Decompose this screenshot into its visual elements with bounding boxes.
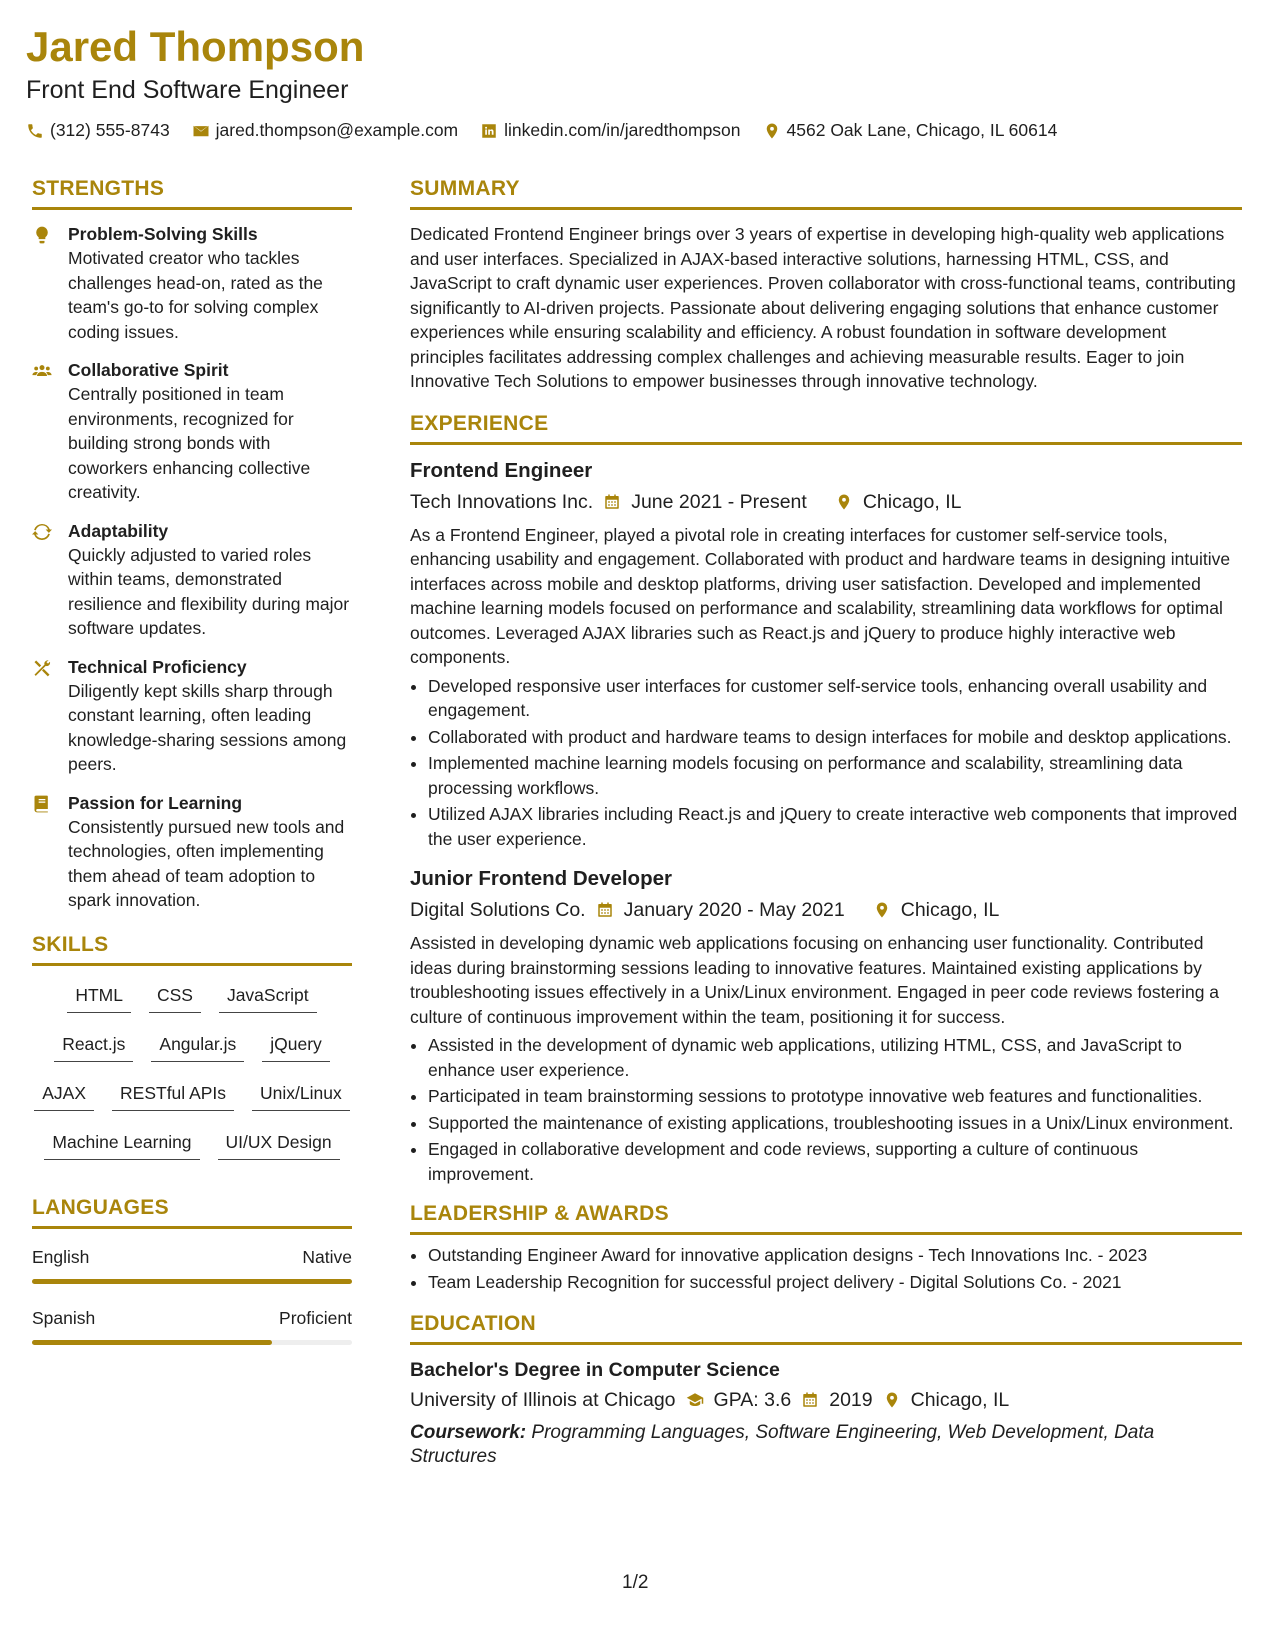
email-link[interactable]: jared.thompson@example.com	[215, 120, 459, 140]
map-pin-icon	[763, 122, 781, 140]
coursework-list: Programming Languages, Software Engineering, Web Development, Data Structures	[410, 1422, 1155, 1467]
strength-title: Adaptability	[68, 520, 169, 541]
leadership-heading: LEADERSHIP & AWARDS	[410, 1200, 1242, 1235]
book-icon	[32, 791, 54, 913]
skill-tag: HTML	[67, 982, 131, 1013]
job-description: As a Frontend Engineer, played a pivotal role in creating interfaces for customer self-service tools, enhancing usability and engagement. Collaborated with product and hardware teams in designing intuitive interfaces across mobile and desktop platforms, driving user satisfaction. Developed and implemented machine learning models focused on performance and scalability, streamlining data workflows for optimal outcomes. Leveraged AJAX libraries such as React.js and jQuery to produce highly interactive web components.	[410, 524, 1231, 667]
job-bullet: • Utilized AJAX libraries including React.js and jQuery to create interactive web components that improved the user experience.	[428, 802, 1242, 851]
job-meta	[410, 487, 1242, 517]
job-bullets	[410, 1033, 1242, 1186]
skill-tag: jQuery	[262, 1031, 330, 1062]
language-bar	[32, 1279, 352, 1284]
leadership-list	[410, 1243, 1242, 1294]
map-pin-icon	[873, 901, 891, 919]
job-dates: January 2020 - May 2021	[623, 899, 845, 921]
phone-text[interactable]: (312) 555-8743	[50, 120, 170, 140]
job-role: Frontend Engineer	[410, 458, 593, 482]
strength-desc: Quickly adjusted to varied roles within teams, demonstrated resilience and flexibility during major software updates.	[68, 544, 350, 638]
language-level: Proficient	[279, 1307, 352, 1328]
school-location: Chicago, IL	[910, 1389, 1010, 1411]
job-bullet: • Collaborated with product and hardware teams to design interfaces for mobile and desktop applications.	[428, 725, 1242, 750]
job-location: Chicago, IL	[900, 899, 1000, 921]
left-column	[32, 175, 352, 1367]
job-bullet: • Participated in team brainstorming sessions to prototype innovative web features and functionalities.	[428, 1084, 1242, 1109]
summary-heading: SUMMARY	[410, 175, 1242, 210]
strength-item	[32, 358, 352, 505]
strength-item	[32, 791, 352, 913]
linkedin-link[interactable]: linkedin.com/in/jaredthompson	[504, 120, 741, 140]
coursework	[410, 1421, 1242, 1469]
job-bullets	[410, 674, 1242, 852]
job-bullet: • Developed responsive user interfaces for customer self-service tools, enhancing overall usability and engagement.	[428, 674, 1242, 723]
calendar-icon	[596, 901, 614, 919]
refresh-icon	[32, 519, 54, 641]
job-meta	[410, 895, 1242, 925]
experience-heading: EXPERIENCE	[410, 410, 1242, 445]
skill-tag: JavaScript	[219, 982, 317, 1013]
right-column	[410, 175, 1242, 1469]
school-name: University of Illinois at Chicago	[410, 1389, 676, 1411]
calendar-icon	[603, 493, 621, 511]
job-bullet: • Supported the maintenance of existing applications, troubleshooting issues in a Unix/Linux environment.	[428, 1111, 1242, 1136]
strength-title: Passion for Learning	[68, 792, 243, 813]
education-meta	[410, 1385, 1242, 1415]
map-pin-icon	[835, 493, 853, 511]
strength-desc: Centrally positioned in team environments, recognized for building strong bonds with coworkers enhancing collective creativity.	[68, 384, 311, 502]
calendar-icon	[801, 1391, 819, 1409]
strength-title: Collaborative Spirit	[68, 360, 229, 380]
linkedin-icon	[480, 122, 498, 140]
skills-heading: SKILLS	[32, 931, 352, 966]
award-item: • Outstanding Engineer Award for innovative application designs - Tech Innovations Inc. - 2023	[428, 1243, 1242, 1268]
job-company: Tech Innovations Inc.	[410, 490, 594, 513]
skill-tag: AJAX	[34, 1080, 94, 1111]
address-text: 4562 Oak Lane, Chicago, IL 60614	[786, 120, 1058, 140]
contact-phone	[26, 120, 170, 141]
envelope-icon	[192, 122, 210, 140]
strength-desc: Consistently pursued new tools and technologies, often implementing them ahead of team adoption to spark innovation.	[68, 816, 345, 910]
map-pin-icon	[883, 1391, 901, 1409]
job-dates: June 2021 - Present	[631, 490, 807, 513]
phone-icon	[26, 122, 44, 140]
job-role: Junior Frontend Developer	[410, 867, 672, 890]
skill-tag: CSS	[149, 982, 201, 1013]
strength-item	[32, 222, 352, 344]
lightbulb-icon	[32, 222, 54, 344]
gpa-text: GPA: 3.6	[713, 1389, 792, 1411]
strength-item	[32, 519, 352, 641]
languages-heading: LANGUAGES	[32, 1194, 352, 1229]
job-entry	[410, 457, 1242, 852]
job-description: Assisted in developing dynamic web applications focusing on enhancing user functionality. Contributed ideas during brainstorming sessions leading to innovative features. Maintained existing applications by troubleshooting issues effectively in a Unix/Linux environment. Engaged in peer code reviews fostering a culture of continuous improvement within the team, positioning it for success.	[410, 933, 1220, 1027]
job-title: Front End Software Engineer	[26, 76, 349, 104]
language-bar-fill	[32, 1340, 272, 1345]
contact-address	[763, 120, 1058, 141]
users-icon	[32, 358, 54, 505]
language-item	[32, 1306, 352, 1345]
language-item	[32, 1245, 352, 1284]
contact-email	[192, 120, 458, 141]
skill-tag: Unix/Linux	[252, 1080, 350, 1111]
page-indicator: 1/2	[622, 1572, 649, 1593]
summary-text: Dedicated Frontend Engineer brings over 3 years of expertise in developing high-quality web applications and user interfaces. Specialized in AJAX-based interactive solutions, harnessing HTML, CSS, and JavaScript to craft dynamic user experiences. Proven collaborator with cross-functional teams, contributing significantly to AI-driven projects. Passionate about delivering engaging solutions that enhance customer experiences while ensuring scalability and efficiency. A robust foundation in software development principles facilitates addressing complex challenges and achieving measurable results. Eager to join Innovative Tech Solutions to empower businesses through innovative technology.	[410, 224, 1236, 391]
skill-tag: Angular.js	[151, 1031, 244, 1062]
job-bullet: • Engaged in collaborative development and code reviews, supporting a culture of continuous improvement.	[428, 1137, 1242, 1186]
job-bullet: • Assisted in the development of dynamic web applications, utilizing HTML, CSS, and JavaScript to enhance user experience.	[428, 1033, 1242, 1082]
job-entry	[410, 865, 1242, 1186]
strength-desc: Motivated creator who tackles challenges head-on, rated as the team's go-to for solving complex coding issues.	[68, 248, 323, 342]
candidate-name: Jared Thompson	[26, 23, 365, 70]
job-company: Digital Solutions Co.	[410, 899, 586, 921]
tools-icon	[32, 655, 54, 777]
strength-title: Problem-Solving Skills	[68, 224, 258, 244]
job-location: Chicago, IL	[862, 490, 962, 513]
education-heading: EDUCATION	[410, 1310, 1242, 1345]
graduation-cap-icon	[686, 1391, 704, 1409]
skills-list	[32, 978, 352, 1160]
education-entry	[410, 1357, 1242, 1469]
skill-tag: Machine Learning	[44, 1129, 199, 1160]
strength-desc: Diligently kept skills sharp through constant learning, often leading knowledge-sharing sessions among peers.	[68, 680, 347, 774]
strength-item	[32, 655, 352, 777]
language-name: Spanish	[32, 1307, 96, 1328]
language-name: English	[32, 1246, 90, 1267]
language-level: Native	[302, 1246, 352, 1267]
contact-bar	[26, 120, 1246, 141]
skill-tag: React.js	[54, 1031, 133, 1062]
language-bar-fill	[32, 1279, 352, 1284]
strengths-heading: STRENGTHS	[32, 175, 352, 210]
skill-tag: UI/UX Design	[218, 1129, 340, 1160]
degree-title: Bachelor's Degree in Computer Science	[410, 1359, 780, 1381]
contact-linkedin	[480, 120, 740, 141]
graduation-year: 2019	[829, 1389, 873, 1411]
language-bar	[32, 1340, 352, 1345]
award-item: • Team Leadership Recognition for successful project delivery - Digital Solutions Co. - 2021	[428, 1270, 1242, 1295]
job-bullet: • Implemented machine learning models focusing on performance and scalability, streamlining data processing workflows.	[428, 751, 1242, 800]
strength-title: Technical Proficiency	[68, 656, 247, 677]
coursework-label: Coursework:	[410, 1422, 527, 1443]
resume-header	[26, 22, 1246, 141]
skill-tag: RESTful APIs	[112, 1080, 234, 1111]
